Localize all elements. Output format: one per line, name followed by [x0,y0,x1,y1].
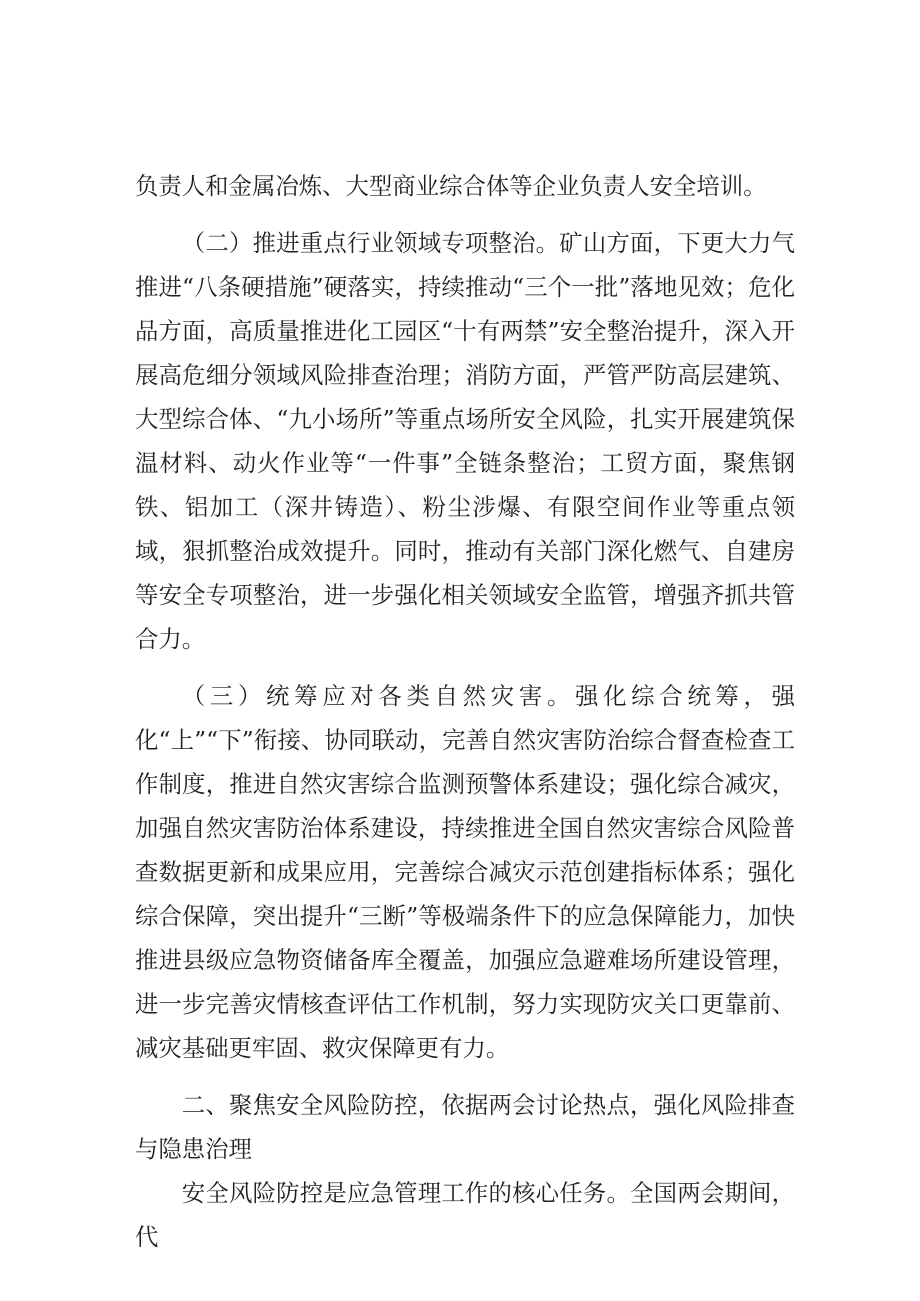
paragraph-natural-disasters: （三）统筹应对各类自然灾害。强化综合统筹，强化“上”“下”衔接、协同联动，完善自然灾害防治综合督查检查工作制度，推进自然灾害综合监测预警体系建设；强化综合减灾，加强自然灾害防治体系建设，持续推进全国自然灾害综合风险普查数据更新和成果应用，完善综合减灾示范创建指标体系；强化综合保障，突出提升“三断”等极端条件下的应急保障能力，加快推进县级应急物资储备库全覆盖，加强应急避难场所建设管理，进一步完善灾情核查评估工作机制，努力实现防灾关口更靠前、减灾基础更牢固、救灾保障更有力。 [135,682,795,1062]
document-body [135,164,795,1259]
paragraph-special-rectification: （二）推进重点行业领域专项整治。矿山方面，下更大力气推进“八条硬措施”硬落实，持续推动“三个一批”落地见效；危化品方面，高质量推进化工园区“十有两禁”安全整治提升，深入开展高危细分领域风险排查治理；消防方面，严管严防高层建筑、大型综合体、“九小场所”等重点场所安全风险，扎实开展建筑保温材料、动火作业等“一件事”全链条整治；工贸方面，聚焦钢铁、铝加工（深井铸造）、粉尘涉爆、有限空间作业等重点领域，狠抓整治成效提升。同时，推动有关部门深化燃气、自建房等安全专项整治，进一步强化相关领域安全监管，增强齐抓共管合力。 [135,229,795,653]
paragraph-continuation: 负责人和金属冶炼、大型商业综合体等企业负责人安全培训。 [135,172,767,200]
paragraph-risk-control: 安全风险防控是应急管理工作的核心任务。全国两会期间，代 [135,1179,795,1251]
section-heading: 二、聚焦安全风险防控，依据两会讨论热点，强化风险排查与隐患治理 [135,1091,795,1163]
